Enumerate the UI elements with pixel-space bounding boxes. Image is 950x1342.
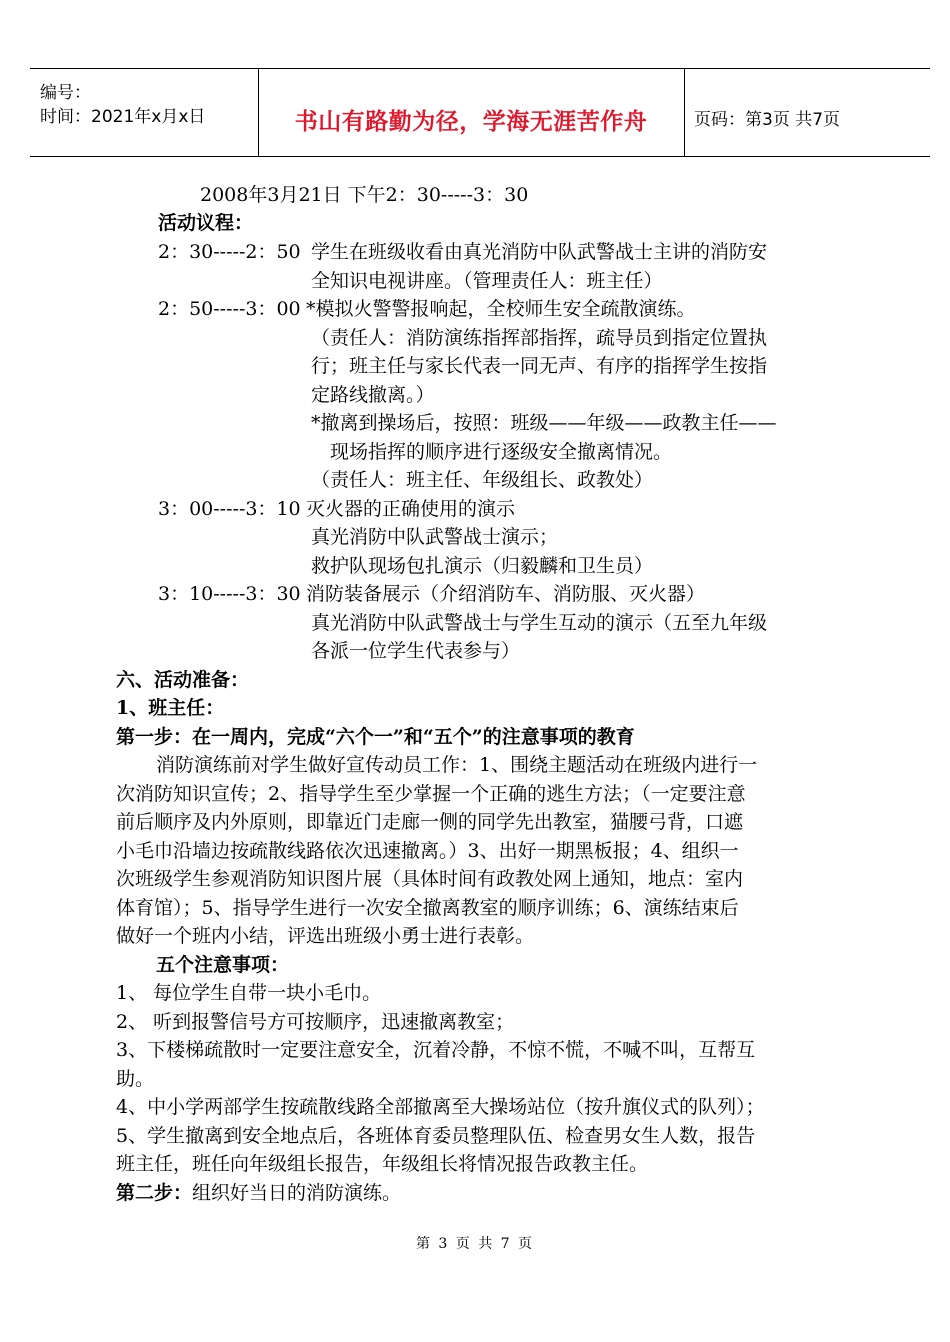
list-item: 1、 每位学生自带一块小毛巾。 xyxy=(116,982,382,1004)
agenda-text: 学生在班级收看由真光消防中队武警战士主讲的消防安 xyxy=(311,241,768,263)
subsection-heading: 1、班主任： xyxy=(116,697,225,719)
agenda-time: 3：00-----3：10 xyxy=(158,498,301,520)
header-divider xyxy=(684,69,685,156)
agenda-text: *撤离到操场后，按照：班级——年级——政教主任—— xyxy=(311,412,777,434)
date-line: 2008年3月21日 下午2：30-----3：30 xyxy=(200,184,529,206)
agenda-time: 2：50-----3：00 xyxy=(158,298,301,320)
paragraph-line: 次消防知识宣传；2、指导学生至少掌握一个正确的逃生方法；（一定要注意 xyxy=(116,783,746,805)
agenda-text: 现场指挥的顺序进行逐级安全撤离情况。 xyxy=(330,441,673,463)
list-item-continued: 班主任，班任向年级组长报告，年级组长将情况报告政教主任。 xyxy=(116,1153,649,1175)
notes-heading: 五个注意事项： xyxy=(156,954,290,976)
section-heading: 六、活动准备： xyxy=(116,669,250,691)
time-label: 时间：2021年x月x日 xyxy=(40,107,206,127)
agenda-text: 真光消防中队武警战士与学生互动的演示（五至九年级 xyxy=(311,612,768,634)
agenda-text: 全知识电视讲座。（管理责任人：班主任） xyxy=(311,270,663,292)
agenda-text: 行；班主任与家长代表一同无声、有序的指挥学生按指 xyxy=(311,355,768,377)
agenda-text: 各派一位学生代表参与） xyxy=(311,640,521,662)
step-two-text: 组织好当日的消防演练。 xyxy=(192,1182,402,1204)
agenda-text: *模拟火警警报响起，全校师生安全疏散演练。 xyxy=(306,298,696,320)
list-item: 5、学生撤离到安全地点后，各班体育委员整理队伍、检查男女生人数，报告 xyxy=(116,1125,756,1147)
agenda-text: 救护队现场包扎演示（归毅麟和卫生员） xyxy=(311,555,654,577)
page-footer: 第 3 页 共 7 页 xyxy=(415,1236,535,1252)
list-item: 2、 听到报警信号方可按顺序，迅速撤离教室； xyxy=(116,1011,515,1033)
step-two xyxy=(116,1179,401,1207)
step-heading: 第一步：在一周内，完成“六个一”和“五个”的注意事项的教育 xyxy=(116,726,635,748)
agenda-title: 活动议程： xyxy=(158,212,254,234)
agenda-text: 灭火器的正确使用的演示 xyxy=(306,498,516,520)
agenda-text: （责任人：班主任、年级组长、政教处） xyxy=(311,469,654,491)
paragraph-line: 次班级学生参观消防知识图片展（具体时间有政教处网上通知，地点：室内 xyxy=(116,868,744,890)
header-page-label: 页码：第3页 共7页 xyxy=(694,110,841,130)
header-meta xyxy=(40,81,205,129)
agenda-time: 3：10-----3：30 xyxy=(158,583,301,605)
agenda-time: 2：30-----2：50 xyxy=(158,241,301,263)
document-header xyxy=(30,68,930,157)
list-item: 3、下楼梯疏散时一定要注意安全，沉着冷静，不惊不慌，不喊不叫，互帮互 xyxy=(116,1039,756,1061)
paragraph-line: 前后顺序及内外原则，即靠近门走廊一侧的同学先出教室，猫腰弓背，口遮 xyxy=(116,811,744,833)
agenda-text: （责任人：消防演练指挥部指挥，疏导员到指定位置执 xyxy=(311,327,768,349)
paragraph-line: 体育馆）；5、指导学生进行一次安全撤离教室的顺序训练；6、演练结束后 xyxy=(116,897,739,919)
header-motto: 书山有路勤为径，学海无涯苦作舟 xyxy=(294,109,648,135)
agenda-text: 定路线撤离。） xyxy=(311,384,435,406)
step-two-label: 第二步： xyxy=(116,1182,193,1204)
list-item-continued: 助。 xyxy=(116,1068,155,1090)
agenda-text: 消防装备展示（介绍消防车、消防服、灭火器） xyxy=(306,583,706,605)
list-item: 4、中小学两部学生按疏散线路全部撤离至大操场站位（按升旗仪式的队列）； xyxy=(116,1096,765,1118)
paragraph-line: 消防演练前对学生做好宣传动员工作：1、围绕主题活动在班级内进行一 xyxy=(156,754,758,776)
paragraph-line: 小毛巾沿墙边按疏散线路依次迅速撤离。）3、出好一期黑板报；4、组织一 xyxy=(116,840,739,862)
agenda-text: 真光消防中队武警战士演示； xyxy=(311,526,559,548)
number-label: 编号： xyxy=(40,83,91,103)
paragraph-line: 做好一个班内小结，评选出班级小勇士进行表彰。 xyxy=(116,925,535,947)
